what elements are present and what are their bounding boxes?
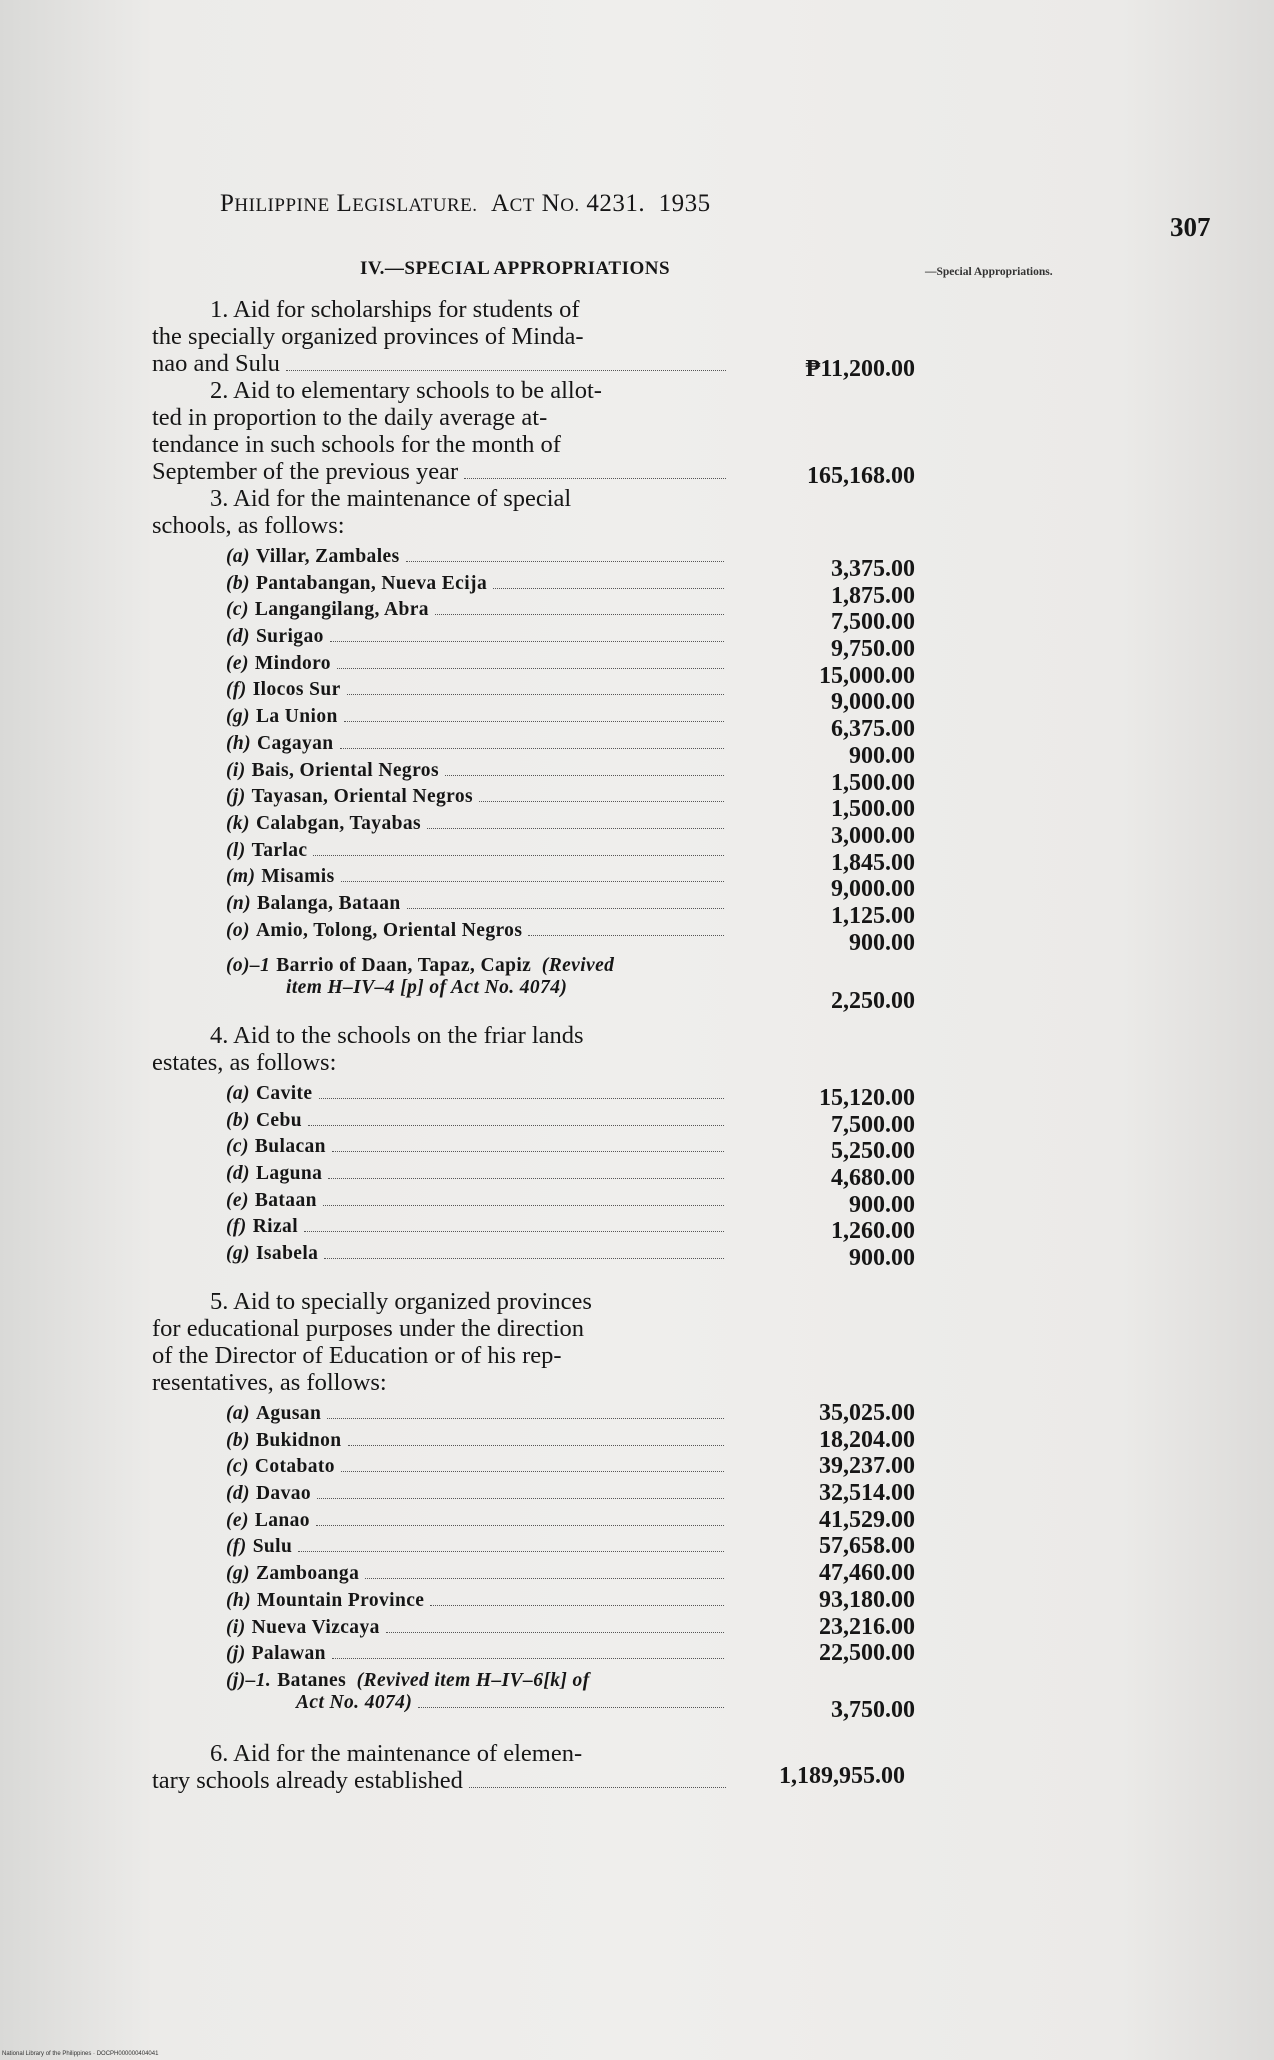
item-amount: 900.00 xyxy=(849,1191,915,1218)
running-head-philippine: HILIPPINE xyxy=(234,195,330,216)
paragraph-5-line-2: for educational purposes under the direction xyxy=(152,1315,585,1342)
leader-dots xyxy=(340,748,724,749)
leader-dots xyxy=(365,1578,724,1579)
paragraph-5-line-3: of the Director of Education or of his rep- xyxy=(152,1342,562,1369)
list-item xyxy=(226,1483,726,1510)
list-item xyxy=(226,733,726,760)
item-letter: (n) xyxy=(226,892,252,914)
leader-dots xyxy=(332,1658,724,1659)
leader-dots xyxy=(427,828,724,829)
item-name: Davao xyxy=(255,1483,312,1505)
item-letter: (a) xyxy=(226,1083,250,1104)
item-amount: 57,658.00 xyxy=(819,1533,915,1560)
item-amount: 23,216.00 xyxy=(819,1613,915,1640)
list-item xyxy=(226,893,726,920)
running-head-p: P xyxy=(220,190,235,217)
list-item xyxy=(226,1190,726,1217)
item-name: Bataan xyxy=(254,1189,317,1211)
list-item xyxy=(226,1243,726,1270)
paragraph-5-amounts xyxy=(775,1400,915,1667)
item-letter: (g) xyxy=(226,1563,250,1585)
item-name: Calabgan, Tayabas xyxy=(255,812,421,834)
item-letter: (e) xyxy=(226,652,249,674)
list-item xyxy=(226,1430,726,1457)
item-name: Palawan xyxy=(251,1643,326,1665)
item-letter: (b) xyxy=(226,1429,250,1451)
leader-dots xyxy=(328,1178,724,1179)
paragraph-2-line-3: tendance in such schools for the month of xyxy=(152,431,561,458)
item-letter: (h) xyxy=(226,732,252,754)
page-number: 307 xyxy=(1170,212,1211,242)
running-head-l: L xyxy=(336,190,353,217)
item-name: Agusan xyxy=(255,1403,322,1424)
leader-dots xyxy=(308,1125,724,1126)
item-amount: 39,237.00 xyxy=(819,1453,915,1480)
item-amount: 900.00 xyxy=(849,929,915,956)
paragraph-1-line-1: 1. Aid for scholarships for students of xyxy=(210,296,580,323)
list-item xyxy=(226,1617,726,1644)
item-name: Isabela xyxy=(255,1243,319,1265)
paragraph-3-line-1: 3. Aid for the maintenance of special xyxy=(210,485,572,512)
item-amount: 18,204.00 xyxy=(819,1426,915,1453)
item-name: Sulu xyxy=(252,1536,293,1558)
item-name: Amio, Tolong, Oriental Negros xyxy=(255,919,523,941)
item-letter: (a) xyxy=(226,1403,250,1424)
item-name: Bulacan xyxy=(254,1136,326,1158)
amount-1: ₱11,200.00 xyxy=(805,356,915,382)
list-item xyxy=(226,866,726,893)
leader-dots xyxy=(493,588,724,589)
item-amount: 1,875.00 xyxy=(831,582,915,609)
leader-dots xyxy=(435,614,724,615)
item-amount: 900.00 xyxy=(849,742,915,769)
paragraph-3 xyxy=(152,485,730,539)
item-amount: 4,680.00 xyxy=(831,1165,915,1192)
item-name: Misamis xyxy=(261,866,335,888)
item-letter: (o) xyxy=(226,919,250,941)
item-amount: 22,500.00 xyxy=(819,1640,915,1667)
paragraph-3-line-2: schools, as follows: xyxy=(152,512,345,539)
list-item xyxy=(226,706,726,733)
leader-dots xyxy=(407,908,724,909)
leader-dots xyxy=(528,935,724,936)
leader-dots xyxy=(324,1258,724,1259)
running-head-no: O. xyxy=(560,195,580,216)
item-amount: 15,120.00 xyxy=(819,1085,915,1111)
leader-dots xyxy=(347,694,724,695)
paragraph-5 xyxy=(152,1288,730,1396)
paragraph-5-extra-entry: (j)–1. Batanes (Revived item H–IV–6[k] of Act No. 4074) xyxy=(226,1670,726,1714)
item-amount: 9,000.00 xyxy=(831,689,915,716)
paragraph-1-line-2: the specially organized provinces of Minda- xyxy=(152,323,584,350)
item-amount: 93,180.00 xyxy=(819,1586,915,1613)
leader-dots xyxy=(313,855,724,856)
amount-5-extra: 3,750.00 xyxy=(831,1697,915,1723)
amount-6: 1,189,955.00 xyxy=(779,1763,905,1789)
leader-dots xyxy=(341,1471,724,1472)
act-number: 4231. xyxy=(586,190,646,217)
leader-dots xyxy=(348,1445,724,1446)
paragraph-5-line-1: 5. Aid to specially organized provinces xyxy=(210,1288,592,1315)
leader-dots xyxy=(317,1498,724,1499)
item-letter: (c) xyxy=(226,599,249,621)
amount-2: 165,168.00 xyxy=(807,463,915,489)
running-head xyxy=(220,190,711,218)
list-item xyxy=(226,760,726,787)
margin-note: —Special Appropriations. xyxy=(925,266,1053,278)
item-letter: (f) xyxy=(226,1536,247,1558)
running-head-n: N xyxy=(541,190,561,217)
item-amount: 7,500.00 xyxy=(831,609,915,636)
list-item xyxy=(226,1136,726,1163)
list-item xyxy=(226,1110,726,1137)
leader-dots xyxy=(479,801,724,802)
year: 1935 xyxy=(658,190,711,217)
item-amount: 9,000.00 xyxy=(831,876,915,903)
leader-dots xyxy=(323,1205,724,1206)
item-name: Langangilang, Abra xyxy=(254,599,429,621)
item-name: Mindoro xyxy=(254,652,331,674)
leader-dots xyxy=(298,1551,724,1552)
paragraph-2-line-1: 2. Aid to elementary schools to be allot- xyxy=(210,377,602,404)
list-item xyxy=(226,1216,726,1243)
item-amount: 35,025.00 xyxy=(819,1400,915,1426)
list-item xyxy=(226,626,726,653)
footer-strip: National Library of the Philippines · DOCPH000000404041 xyxy=(2,2051,159,2057)
leader-dots xyxy=(386,1632,724,1633)
paragraph-4-line-2: estates, as follows: xyxy=(152,1049,337,1076)
list-item xyxy=(226,1643,726,1670)
item-amount: 1,500.00 xyxy=(831,796,915,823)
running-head-act: CT xyxy=(509,195,535,216)
item-name: Cotabato xyxy=(254,1456,335,1478)
item-name: Nueva Vizcaya xyxy=(251,1616,380,1638)
item-letter: (e) xyxy=(226,1189,249,1211)
paragraph-4-amounts xyxy=(775,1085,915,1272)
item-amount: 32,514.00 xyxy=(819,1480,915,1507)
list-item xyxy=(226,1563,726,1590)
leader-dots xyxy=(304,1231,724,1232)
list-item xyxy=(226,546,726,573)
item-amount: 9,750.00 xyxy=(831,636,915,663)
item-letter: (k) xyxy=(226,812,250,834)
paragraph-3-extra-entry: (o)–1 Barrio of Daan, Tapaz, Capiz (Revived item H–IV–4 [p] of Act No. 4074) xyxy=(226,955,615,998)
list-item xyxy=(226,1536,726,1563)
list-item xyxy=(226,1456,726,1483)
item-letter: (j) xyxy=(226,1643,246,1665)
item-name: Cagayan xyxy=(257,732,334,754)
item-amount: 15,000.00 xyxy=(819,662,915,689)
item-letter: (c) xyxy=(226,1136,249,1158)
leader-dots xyxy=(418,1707,724,1708)
item-name: Mountain Province xyxy=(257,1589,425,1611)
item-amount: 47,460.00 xyxy=(819,1560,915,1587)
paragraph-4 xyxy=(152,1022,730,1076)
leader-dots xyxy=(327,1418,724,1419)
item-letter: (i) xyxy=(226,1616,246,1638)
item-letter: (c) xyxy=(226,1456,249,1478)
item-letter: (f) xyxy=(226,679,247,701)
section-title: IV.—SPECIAL APPROPRIATIONS xyxy=(360,258,671,279)
item-amount: 41,529.00 xyxy=(819,1506,915,1533)
leader-dots xyxy=(430,1605,724,1606)
item-amount: 6,375.00 xyxy=(831,716,915,743)
paragraph-2-line-2: ted in proportion to the daily average at- xyxy=(152,404,548,431)
list-item xyxy=(226,653,726,680)
paragraph-5-line-4: resentatives, as follows: xyxy=(152,1369,387,1396)
item-amount: 1,500.00 xyxy=(831,769,915,796)
item-amount: 3,000.00 xyxy=(831,822,915,849)
item-letter: (a) xyxy=(226,546,250,567)
list-item xyxy=(226,573,726,600)
item-letter: (e) xyxy=(226,1509,249,1531)
item-letter: (j) xyxy=(226,786,246,808)
list-item xyxy=(226,1403,726,1430)
paragraph-2-line-4: September of the previous year xyxy=(152,458,730,485)
item-amount: 1,125.00 xyxy=(831,902,915,929)
item-letter: (m) xyxy=(226,866,256,888)
paragraph-5-entries xyxy=(226,1403,726,1670)
item-name: Lanao xyxy=(254,1509,310,1531)
leader-dots xyxy=(319,1098,725,1099)
running-head-a: A xyxy=(491,190,510,217)
list-item xyxy=(226,840,726,867)
paragraph-3-entries xyxy=(226,546,726,946)
leader-dots xyxy=(286,370,726,371)
list-item xyxy=(226,1590,726,1617)
item-letter: (g) xyxy=(226,706,250,728)
item-amount: 1,845.00 xyxy=(831,849,915,876)
item-name: Bukidnon xyxy=(255,1429,342,1451)
paragraph-6-line-1: 6. Aid for the maintenance of elemen- xyxy=(210,1740,583,1767)
leader-dots xyxy=(406,561,724,562)
leader-dots xyxy=(469,1787,726,1788)
item-letter: (f) xyxy=(226,1216,247,1238)
item-name: Balanga, Bataan xyxy=(257,892,401,914)
item-name: Rizal xyxy=(252,1216,299,1238)
item-amount: 3,375.00 xyxy=(831,556,915,582)
item-name: Bais, Oriental Negros xyxy=(251,759,439,781)
list-item xyxy=(226,786,726,813)
item-name: Laguna xyxy=(255,1163,323,1185)
leader-dots xyxy=(332,1151,724,1152)
running-head-legislature: EGISLATURE. xyxy=(352,195,478,216)
amount-3-extra: 2,250.00 xyxy=(831,988,915,1014)
paragraph-1-line-3: nao and Sulu xyxy=(152,350,730,377)
item-name: La Union xyxy=(255,706,338,728)
paragraph-1 xyxy=(152,296,730,377)
item-name: Zamboanga xyxy=(255,1563,360,1585)
list-item xyxy=(226,1163,726,1190)
list-item xyxy=(226,1083,726,1110)
item-amount: 1,260.00 xyxy=(831,1218,915,1245)
leader-dots xyxy=(316,1525,724,1526)
list-item xyxy=(226,920,726,947)
list-item xyxy=(226,1510,726,1537)
item-name: Tayasan, Oriental Negros xyxy=(251,786,474,808)
item-name: Ilocos Sur xyxy=(252,679,341,701)
item-letter: (d) xyxy=(226,1483,250,1505)
paragraph-3-amounts xyxy=(775,556,915,956)
item-name: Villar, Zambales xyxy=(255,546,400,567)
leader-dots xyxy=(344,721,724,722)
leader-dots xyxy=(341,881,724,882)
paragraph-6-line-2: tary schools already established xyxy=(152,1767,730,1794)
item-name: Pantabangan, Nueva Ecija xyxy=(255,572,488,594)
item-amount: 5,250.00 xyxy=(831,1138,915,1165)
item-letter: (d) xyxy=(226,626,250,648)
list-item xyxy=(226,813,726,840)
item-name: Surigao xyxy=(255,626,324,648)
item-amount: 7,500.00 xyxy=(831,1111,915,1138)
leader-dots xyxy=(337,668,724,669)
list-item xyxy=(226,599,726,626)
leader-dots xyxy=(330,641,724,642)
item-name: Cavite xyxy=(255,1083,313,1104)
item-letter: (l) xyxy=(226,839,246,861)
item-letter: (d) xyxy=(226,1163,250,1185)
item-letter: (i) xyxy=(226,759,246,781)
leader-dots xyxy=(445,775,724,776)
paragraph-6 xyxy=(152,1740,730,1794)
item-letter: (h) xyxy=(226,1589,252,1611)
list-item xyxy=(226,679,726,706)
item-letter: (b) xyxy=(226,572,250,594)
paragraph-2 xyxy=(152,377,730,485)
leader-dots xyxy=(464,478,726,479)
paragraph-4-line-1: 4. Aid to the schools on the friar lands xyxy=(210,1022,584,1049)
paragraph-4-entries xyxy=(226,1083,726,1270)
item-amount: 900.00 xyxy=(849,1245,915,1272)
item-letter: (g) xyxy=(226,1243,250,1265)
item-name: Tarlac xyxy=(251,839,308,861)
item-name: Cebu xyxy=(255,1109,302,1131)
item-letter: (b) xyxy=(226,1109,250,1131)
